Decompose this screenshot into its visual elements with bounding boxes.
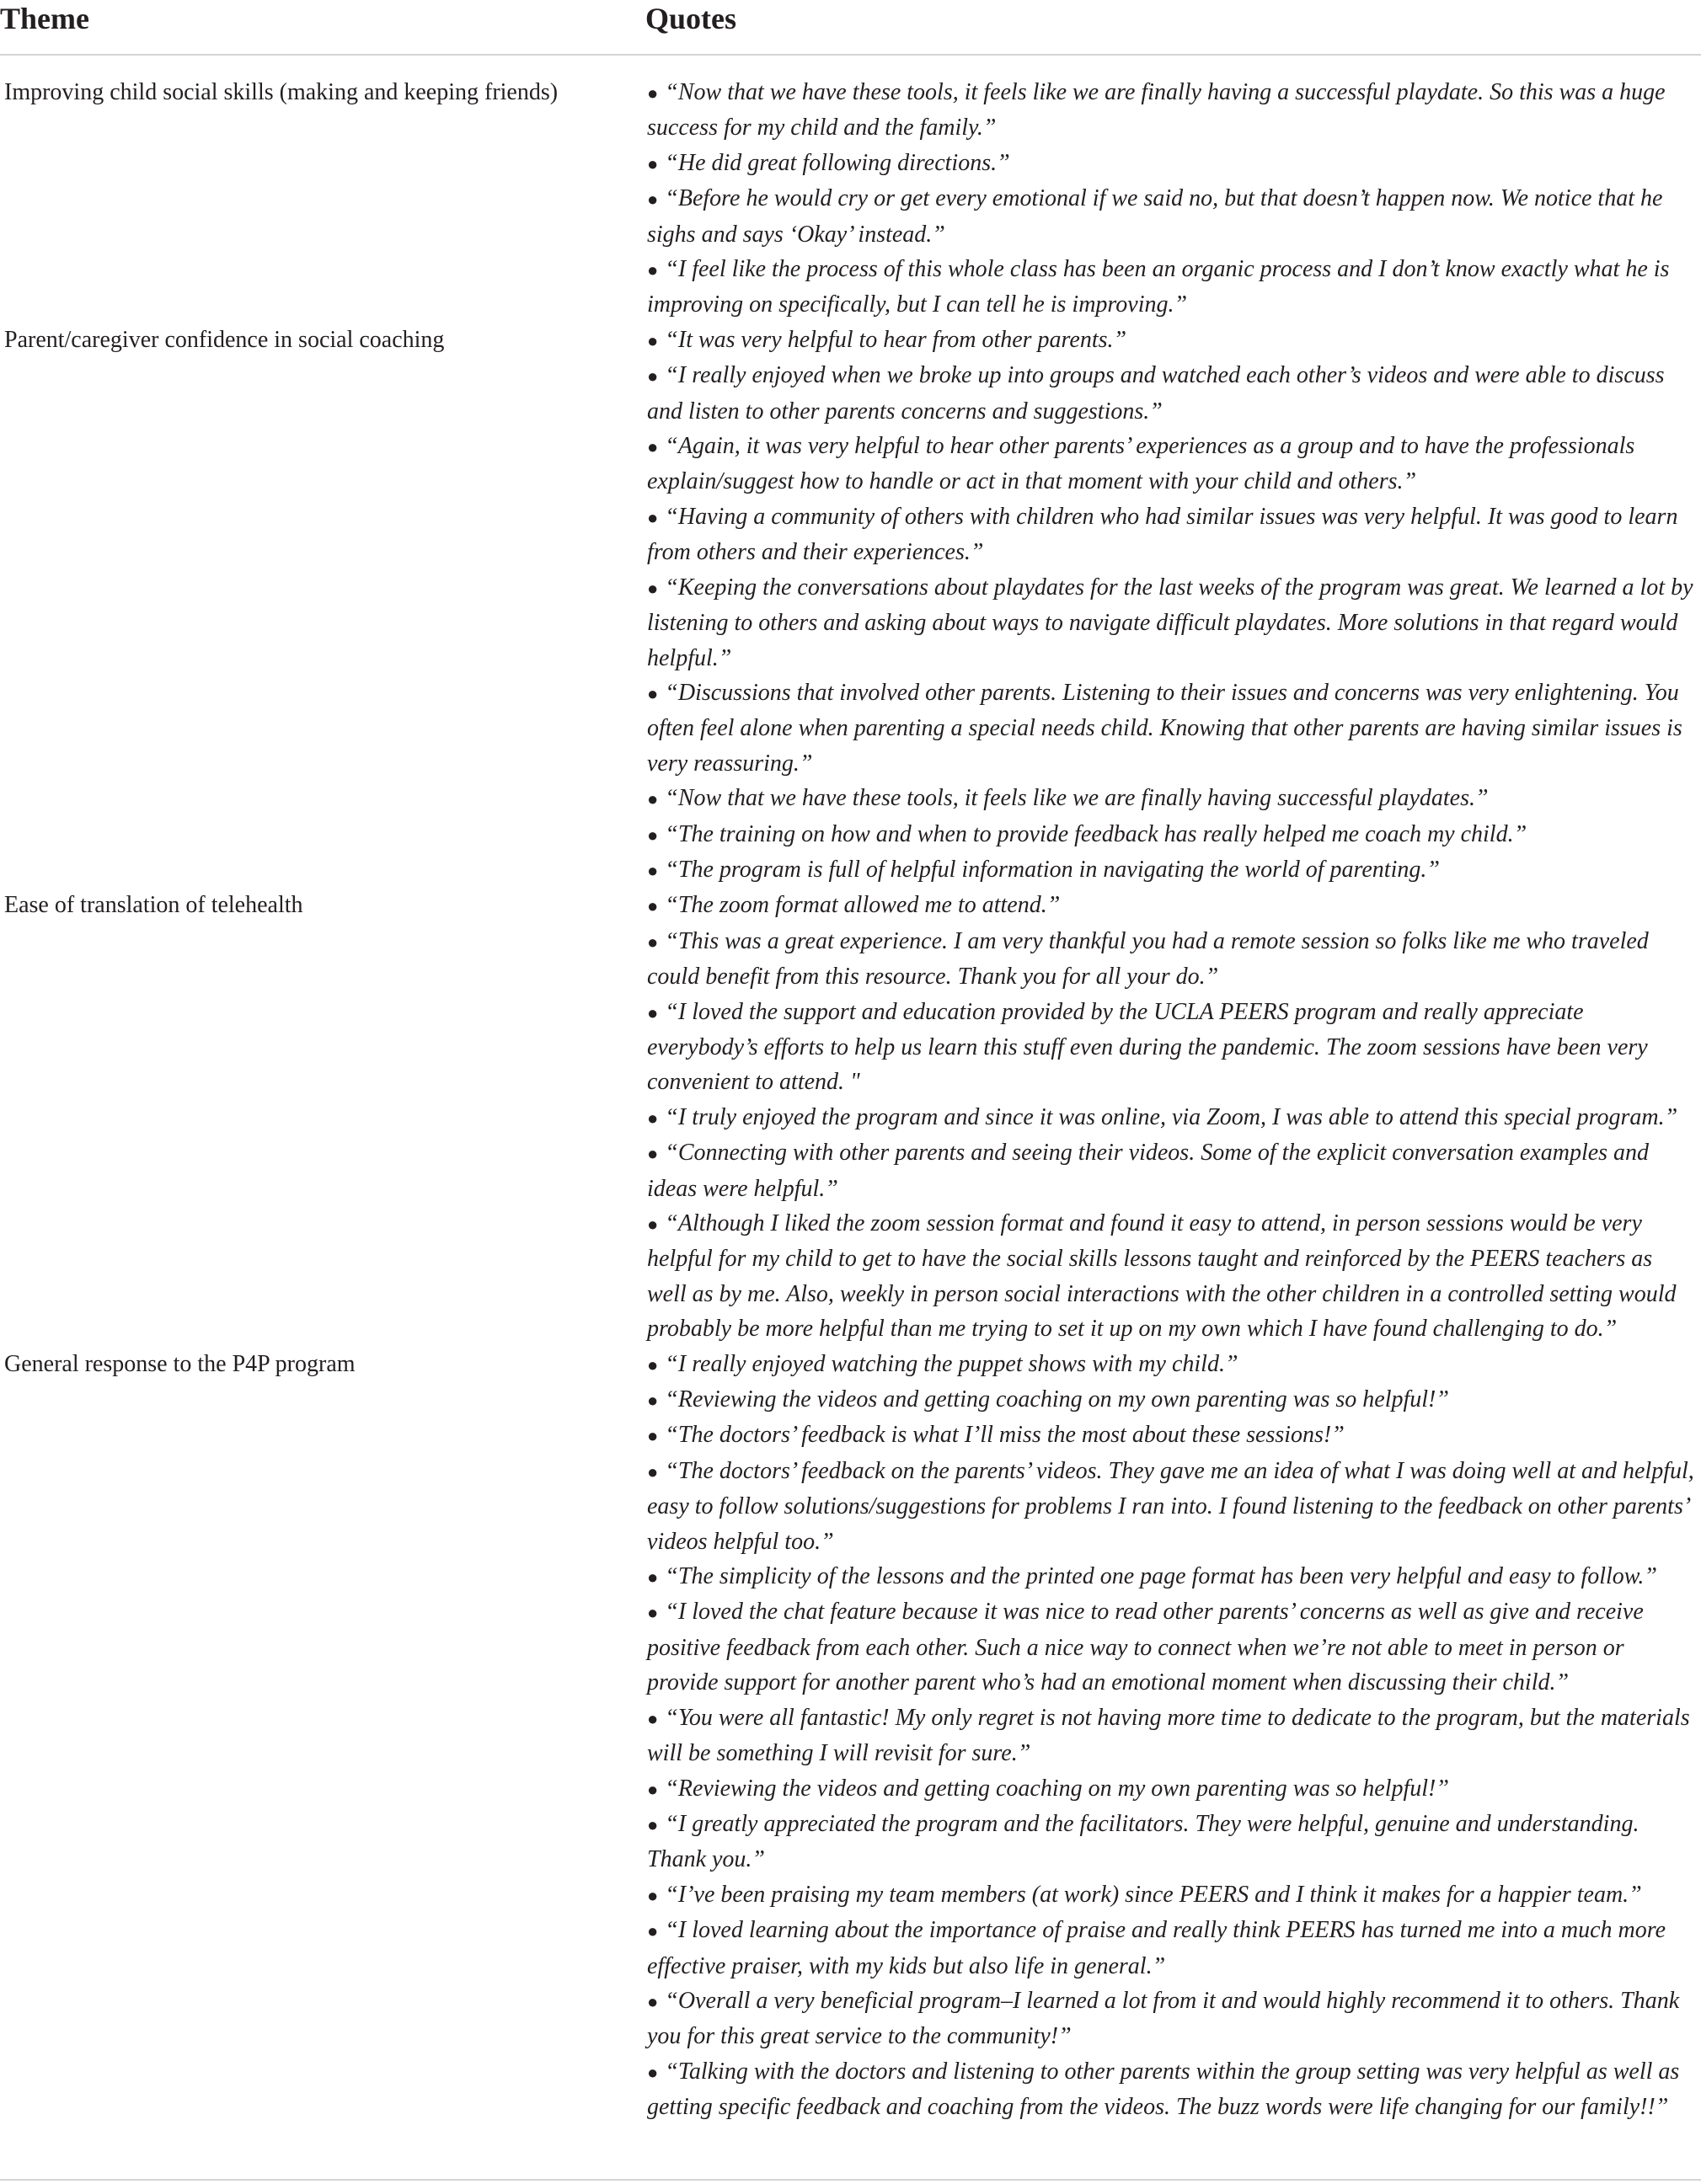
quote-text: “You were all fantastic! My only regret is not having more time to dedicate to the program, but the materials will be something I will revisit for sure.” bbox=[647, 1704, 1690, 1767]
quote-text: “He did great following directions.” bbox=[665, 149, 1010, 176]
quote-text: “I loved learning about the importance of praise and really think PEERS has turned me into a much more effective praiser, with my kids but also life in general.” bbox=[647, 1917, 1666, 1979]
bullet-icon: ● bbox=[647, 1884, 659, 1906]
bullet-icon: ● bbox=[647, 1778, 659, 1800]
bullet-icon: ● bbox=[647, 682, 659, 704]
quote-text: “Although I liked the zoom session format and found it easy to attend, in person sessions would be very helpful for my child to get to have the social skills lessons taught and reinforced by the PEERS teachers as well as by me. Also, weekly in person social interactions with the other children in a controlled setting would probably be more helpful than me trying to set it up on my own which I have found challenging to do.” bbox=[647, 1210, 1677, 1343]
quotes-cell bbox=[647, 75, 1696, 323]
bullet-icon: ● bbox=[647, 1460, 659, 1482]
quote-text: “Before he would cry or get every emotional if we said no, but that doesn’t happen now. We notice that he sighs and says ‘Okay’ instead.” bbox=[647, 185, 1663, 248]
theme-cell: General response to the P4P program bbox=[4, 1350, 356, 1377]
quote-text: “Connecting with other parents and seeing their videos. Some of the explicit conversation examples and ideas were helpful.” bbox=[647, 1140, 1650, 1202]
bullet-icon: ● bbox=[647, 1214, 659, 1235]
quote-list-item bbox=[647, 1594, 1696, 1700]
table-row bbox=[0, 1347, 1701, 2125]
quote-list-item bbox=[647, 146, 1696, 181]
quote-text: “Talking with the doctors and listening to other parents within the group setting was very helpful as well as getting specific feedback and coaching from the videos. The buzz words were life changing for our family!!” bbox=[647, 2058, 1680, 2121]
quote-text: “Again, it was very helpful to hear other parents’ experiences as a group and to have the professionals explain/suggest how to handle or act in that moment with your child and others.” bbox=[647, 433, 1635, 495]
bullet-icon: ● bbox=[647, 788, 659, 810]
quote-list-item bbox=[647, 1100, 1696, 1135]
bullet-icon: ● bbox=[647, 1390, 659, 1412]
quote-text: “I really enjoyed watching the puppet shows with my child.” bbox=[665, 1350, 1238, 1377]
bullet-icon: ● bbox=[647, 436, 659, 458]
quote-list-item bbox=[647, 181, 1696, 252]
bullet-icon: ● bbox=[647, 1354, 659, 1375]
quote-text: “I truly enjoyed the program and since it was online, via Zoom, I was able to attend this special program.” bbox=[665, 1103, 1678, 1130]
bullet-icon: ● bbox=[647, 152, 659, 174]
table-row bbox=[0, 75, 1701, 323]
quote-list-item bbox=[647, 1701, 1696, 1771]
quote-list-item bbox=[647, 817, 1696, 852]
bullet-icon: ● bbox=[647, 1425, 659, 1447]
quote-text: “Now that we have these tools, it feels like we are finally having successful playdates.” bbox=[665, 785, 1489, 812]
bullet-icon: ● bbox=[647, 1567, 659, 1589]
quote-list-item bbox=[647, 1206, 1696, 1347]
quote-text: “I’ve been praising my team members (at work) since PEERS and I think it makes for a happier team.” bbox=[665, 1881, 1642, 1908]
quote-list-item bbox=[647, 1347, 1696, 1382]
quote-list-item bbox=[647, 1771, 1696, 1807]
quote-list-item bbox=[647, 1382, 1696, 1418]
bullet-icon: ● bbox=[647, 83, 659, 104]
bullet-icon: ● bbox=[647, 931, 659, 953]
table-row bbox=[0, 888, 1701, 1346]
table-row bbox=[0, 323, 1701, 889]
quotes-cell bbox=[647, 888, 1696, 1346]
quote-text: “Having a community of others with children who had similar issues was very helpful. It was good to learn from others and their experiences.” bbox=[647, 503, 1678, 566]
quote-text: “The doctors’ feedback is what I’ll miss the most about these sessions!” bbox=[665, 1422, 1345, 1449]
quote-list-item bbox=[647, 1418, 1696, 1453]
quote-list-item bbox=[647, 1913, 1696, 1984]
theme-cell: Parent/caregiver confidence in social coaching bbox=[4, 326, 445, 353]
quote-list-item bbox=[647, 852, 1696, 888]
quote-text: “I loved the support and education provided by the UCLA PEERS program and really appreciate everybody’s efforts to help us learn this stuff even during the pandemic. The zoom sessions have been very convenient to attend. " bbox=[647, 998, 1648, 1096]
bullet-icon: ● bbox=[647, 1001, 659, 1023]
quote-list-item bbox=[647, 995, 1696, 1100]
quote-text: “The training on how and when to provide feedback has really helped me coach my child.” bbox=[665, 820, 1527, 847]
quote-list-item bbox=[647, 570, 1696, 675]
quote-text: “Reviewing the videos and getting coaching on my own parenting was so helpful!” bbox=[665, 1386, 1449, 1413]
bullet-icon: ● bbox=[647, 577, 659, 599]
quote-text: “This was a great experience. I am very thankful you had a remote session so folks like me who traveled could benefit from this resource. Thank you for all your do.” bbox=[647, 927, 1649, 991]
quote-list-item bbox=[647, 1454, 1696, 1559]
quote-text: “It was very helpful to hear from other parents.” bbox=[665, 326, 1127, 353]
quote-text: “I loved the chat feature because it was nice to read other parents’ concerns as well as give and receive positive feedback from each other. Such a nice way to connect when we’re not able to meet in person or provide support for another parent who’s had an emotional moment when discussing their child.” bbox=[647, 1599, 1644, 1696]
quote-list-item bbox=[647, 1984, 1696, 2054]
quote-text: “The zoom format allowed me to attend.” bbox=[665, 892, 1061, 919]
theme-cell: Ease of translation of telehealth bbox=[4, 892, 303, 919]
bullet-icon: ● bbox=[647, 506, 659, 528]
table-bottom-rule bbox=[0, 2179, 1701, 2181]
quote-list-item bbox=[647, 358, 1696, 429]
quote-list-item bbox=[647, 888, 1696, 923]
quote-list-item bbox=[647, 1135, 1696, 1206]
bullet-icon: ● bbox=[647, 366, 659, 387]
table-header-row bbox=[0, 0, 1701, 56]
quote-list-item bbox=[647, 924, 1696, 995]
quote-text: “I greatly appreciated the program and the facilitators. They were helpful, genuine and understanding. Thank you.” bbox=[647, 1810, 1639, 1873]
bullet-icon: ● bbox=[647, 859, 659, 881]
quote-text: “Keeping the conversations about playdates for the last weeks of the program was great. We learned a lot by listening to others and asking about ways to navigate difficult playdates. More solutions in that regard would helpful.” bbox=[647, 574, 1693, 671]
bullet-icon: ● bbox=[647, 189, 659, 211]
quote-list-item bbox=[647, 429, 1696, 499]
bullet-icon: ● bbox=[647, 2061, 659, 2083]
quote-list-item bbox=[647, 323, 1696, 358]
quote-list-item bbox=[647, 1877, 1696, 1913]
quote-text: “Overall a very beneficial program–I learned a lot from it and would highly recommend it to others. Thank you for this great service to the community!” bbox=[647, 1987, 1680, 2050]
theme-column-header: Theme bbox=[0, 2, 89, 35]
bullet-icon: ● bbox=[647, 1813, 659, 1835]
quote-text: “Reviewing the videos and getting coaching on my own parenting was so helpful!” bbox=[665, 1775, 1449, 1802]
quotes-cell bbox=[647, 323, 1696, 889]
quote-text: “The program is full of helpful information in navigating the world of parenting.” bbox=[665, 856, 1440, 883]
quote-list-item bbox=[647, 499, 1696, 570]
quote-list-item bbox=[647, 675, 1696, 781]
quote-list-item bbox=[647, 781, 1696, 816]
bullet-icon: ● bbox=[647, 1602, 659, 1624]
quote-text: “The doctors’ feedback on the parents’ videos. They gave me an idea of what I was doing well at and helpful, easy to follow solutions/suggestions for problems I ran into. I found listening to the feedback on other parents’ videos helpful too.” bbox=[647, 1457, 1694, 1555]
quote-text: “Discussions that involved other parents. Listening to their issues and concerns was very enlightening. You often feel alone when parenting a special needs child. Knowing that other parents are having similar issues is very reassuring.” bbox=[647, 679, 1682, 777]
quotes-column-header: Quotes bbox=[645, 2, 736, 35]
theme-cell: Improving child social skills (making and keeping friends) bbox=[4, 79, 559, 105]
bullet-icon: ● bbox=[647, 895, 659, 917]
quote-list-item bbox=[647, 75, 1696, 146]
quote-text: “I really enjoyed when we broke up into groups and watched each other’s videos and were able to discuss and listen to other parents concerns and suggestions.” bbox=[647, 362, 1665, 425]
bullet-icon: ● bbox=[647, 1920, 659, 1942]
table-body bbox=[0, 75, 1701, 2125]
quote-list-item bbox=[647, 1807, 1696, 1877]
bullet-icon: ● bbox=[647, 1107, 659, 1129]
quote-list-item bbox=[647, 1559, 1696, 1594]
quote-text: “I feel like the process of this whole class has been an organic process and I don’t know exactly what he is improving on specifically, but I can tell he is improving.” bbox=[647, 256, 1670, 318]
bullet-icon: ● bbox=[647, 1707, 659, 1729]
quote-list-item bbox=[647, 252, 1696, 323]
bullet-icon: ● bbox=[647, 329, 659, 351]
bullet-icon: ● bbox=[647, 824, 659, 846]
quote-list-item bbox=[647, 2054, 1696, 2125]
quotes-cell bbox=[647, 1347, 1696, 2125]
quote-text: “The simplicity of the lessons and the printed one page format has been very helpful and easy to follow.” bbox=[665, 1563, 1657, 1590]
bullet-icon: ● bbox=[647, 259, 659, 281]
quote-text: “Now that we have these tools, it feels like we are finally having a successful playdate. So this was a huge success for my child and the family.” bbox=[647, 79, 1666, 142]
bullet-icon: ● bbox=[647, 1143, 659, 1165]
bullet-icon: ● bbox=[647, 1990, 659, 2012]
